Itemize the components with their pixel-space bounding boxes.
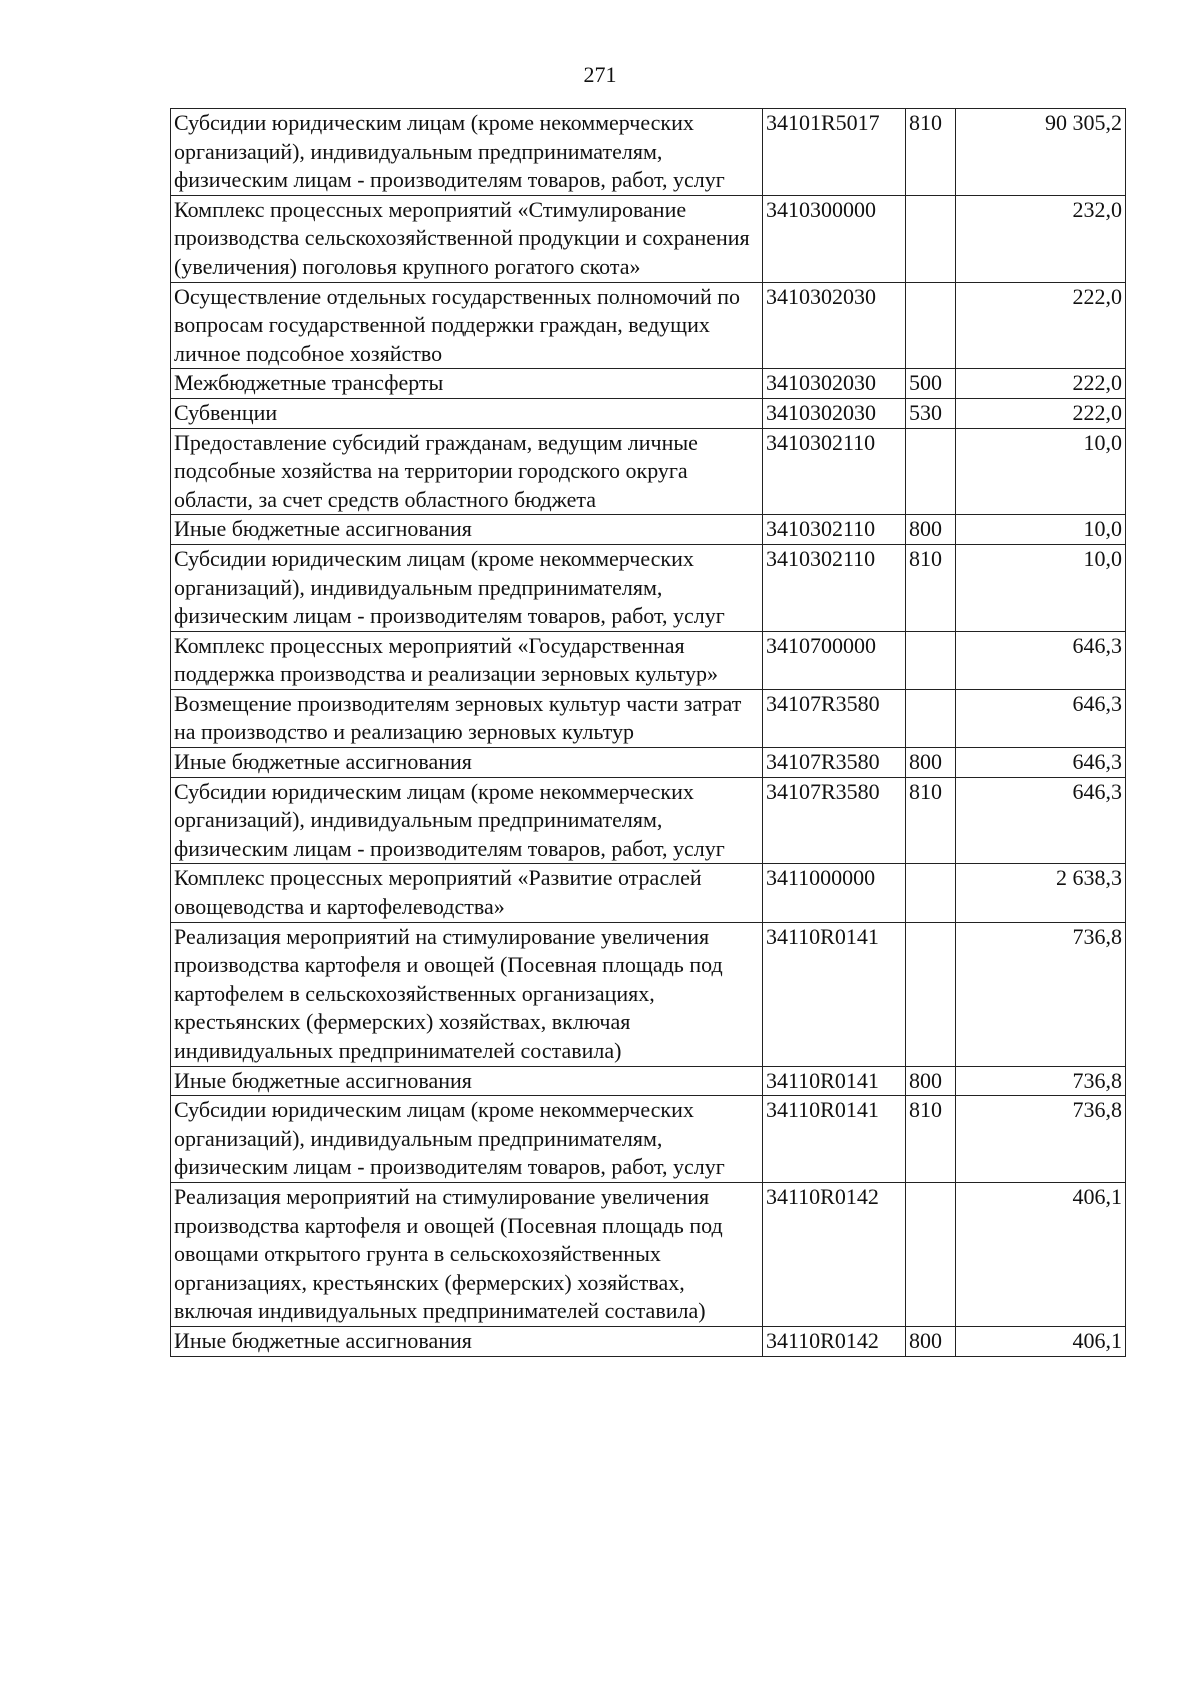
target-code: 3410700000 <box>763 631 906 689</box>
expense-type-code <box>906 689 956 747</box>
amount: 222,0 <box>956 282 1126 369</box>
table-row <box>171 1066 1126 1096</box>
expense-type-code: 800 <box>906 1326 956 1356</box>
target-code: 3410300000 <box>763 195 906 282</box>
expense-type-code: 530 <box>906 398 956 428</box>
item-name: Субсидии юридическим лицам (кроме некоммерческих организаций), индивидуальным предпринимателям, физическим лицам - производителям товаров, работ, услуг <box>171 1096 763 1183</box>
amount: 232,0 <box>956 195 1126 282</box>
table-row <box>171 1096 1126 1183</box>
amount: 736,8 <box>956 1096 1126 1183</box>
table-row <box>171 1182 1126 1326</box>
table-row <box>171 1326 1126 1356</box>
item-name: Субсидии юридическим лицам (кроме некоммерческих организаций), индивидуальным предпринимателям, физическим лицам - производителям товаров, работ, услуг <box>171 544 763 631</box>
item-name: Иные бюджетные ассигнования <box>171 515 763 545</box>
expense-type-code: 800 <box>906 515 956 545</box>
target-code: 34107R3580 <box>763 777 906 864</box>
table-row <box>171 631 1126 689</box>
expense-type-code: 500 <box>906 369 956 399</box>
target-code: 34110R0141 <box>763 1096 906 1183</box>
expense-type-code <box>906 631 956 689</box>
item-name: Осуществление отдельных государственных полномочий по вопросам государственной поддержки граждан, ведущих личное подсобное хозяйство <box>171 282 763 369</box>
amount: 2 638,3 <box>956 864 1126 922</box>
expense-type-code <box>906 922 956 1066</box>
amount: 10,0 <box>956 515 1126 545</box>
expense-type-code <box>906 428 956 515</box>
amount: 406,1 <box>956 1182 1126 1326</box>
item-name: Реализация мероприятий на стимулирование увеличения производства картофеля и овощей (Посевная площадь под овощами открытого грунта в сельскохозяйственных организациях, крестьянских (фермерских) хозяйствах, включая индивидуальных предпринимателей составила) <box>171 1182 763 1326</box>
amount: 222,0 <box>956 369 1126 399</box>
amount: 736,8 <box>956 1066 1126 1096</box>
amount: 736,8 <box>956 922 1126 1066</box>
target-code: 3411000000 <box>763 864 906 922</box>
amount: 406,1 <box>956 1326 1126 1356</box>
table-row <box>171 689 1126 747</box>
expense-type-code <box>906 195 956 282</box>
amount: 646,3 <box>956 777 1126 864</box>
item-name: Иные бюджетные ассигнования <box>171 1326 763 1356</box>
amount: 646,3 <box>956 631 1126 689</box>
target-code: 34107R3580 <box>763 748 906 778</box>
target-code: 34110R0141 <box>763 922 906 1066</box>
target-code: 3410302030 <box>763 369 906 399</box>
target-code: 3410302110 <box>763 428 906 515</box>
target-code: 34107R3580 <box>763 689 906 747</box>
page-number: 271 <box>583 62 617 87</box>
table-row <box>171 195 1126 282</box>
expense-type-code <box>906 864 956 922</box>
expense-type-code: 810 <box>906 109 956 196</box>
expense-type-code: 810 <box>906 544 956 631</box>
budget-table <box>170 108 1126 1357</box>
item-name: Возмещение производителям зерновых культур части затрат на производство и реализацию зерновых культур <box>171 689 763 747</box>
target-code: 34110R0142 <box>763 1182 906 1326</box>
expense-type-code: 810 <box>906 777 956 864</box>
table-row <box>171 398 1126 428</box>
expense-type-code: 800 <box>906 1066 956 1096</box>
table-row <box>171 369 1126 399</box>
expense-type-code: 810 <box>906 1096 956 1183</box>
table-row <box>171 777 1126 864</box>
item-name: Комплекс процессных мероприятий «Стимулирование производства сельскохозяйственной продукции и сохранения (увеличения) поголовья крупного рогатого скота» <box>171 195 763 282</box>
item-name: Иные бюджетные ассигнования <box>171 748 763 778</box>
amount: 222,0 <box>956 398 1126 428</box>
amount: 646,3 <box>956 689 1126 747</box>
amount: 10,0 <box>956 428 1126 515</box>
expense-type-code <box>906 1182 956 1326</box>
expense-type-code <box>906 282 956 369</box>
table-row <box>171 544 1126 631</box>
target-code: 3410302030 <box>763 282 906 369</box>
item-name: Реализация мероприятий на стимулирование увеличения производства картофеля и овощей (Посевная площадь под картофелем в сельскохозяйственных организациях, крестьянских (фермерских) хозяйствах, включая индивидуальных предпринимателей составила) <box>171 922 763 1066</box>
item-name: Предоставление субсидий гражданам, ведущим личные подсобные хозяйства на территории городского округа области, за счет средств областного бюджета <box>171 428 763 515</box>
table-row <box>171 282 1126 369</box>
target-code: 3410302110 <box>763 515 906 545</box>
table-row <box>171 515 1126 545</box>
target-code: 3410302110 <box>763 544 906 631</box>
target-code: 34101R5017 <box>763 109 906 196</box>
target-code: 3410302030 <box>763 398 906 428</box>
item-name: Межбюджетные трансферты <box>171 369 763 399</box>
expense-type-code: 800 <box>906 748 956 778</box>
budget-table-body <box>171 109 1126 1357</box>
amount: 90 305,2 <box>956 109 1126 196</box>
item-name: Иные бюджетные ассигнования <box>171 1066 763 1096</box>
table-row <box>171 748 1126 778</box>
target-code: 34110R0141 <box>763 1066 906 1096</box>
item-name: Субсидии юридическим лицам (кроме некоммерческих организаций), индивидуальным предпринимателям, физическим лицам - производителям товаров, работ, услуг <box>171 109 763 196</box>
item-name: Комплекс процессных мероприятий «Развитие отраслей овощеводства и картофелеводства» <box>171 864 763 922</box>
table-row <box>171 922 1126 1066</box>
target-code: 34110R0142 <box>763 1326 906 1356</box>
item-name: Комплекс процессных мероприятий «Государственная поддержка производства и реализации зерновых культур» <box>171 631 763 689</box>
item-name: Субвенции <box>171 398 763 428</box>
amount: 646,3 <box>956 748 1126 778</box>
table-row <box>171 428 1126 515</box>
item-name: Субсидии юридическим лицам (кроме некоммерческих организаций), индивидуальным предпринимателям, физическим лицам - производителям товаров, работ, услуг <box>171 777 763 864</box>
table-row <box>171 864 1126 922</box>
table-row <box>171 109 1126 196</box>
amount: 10,0 <box>956 544 1126 631</box>
